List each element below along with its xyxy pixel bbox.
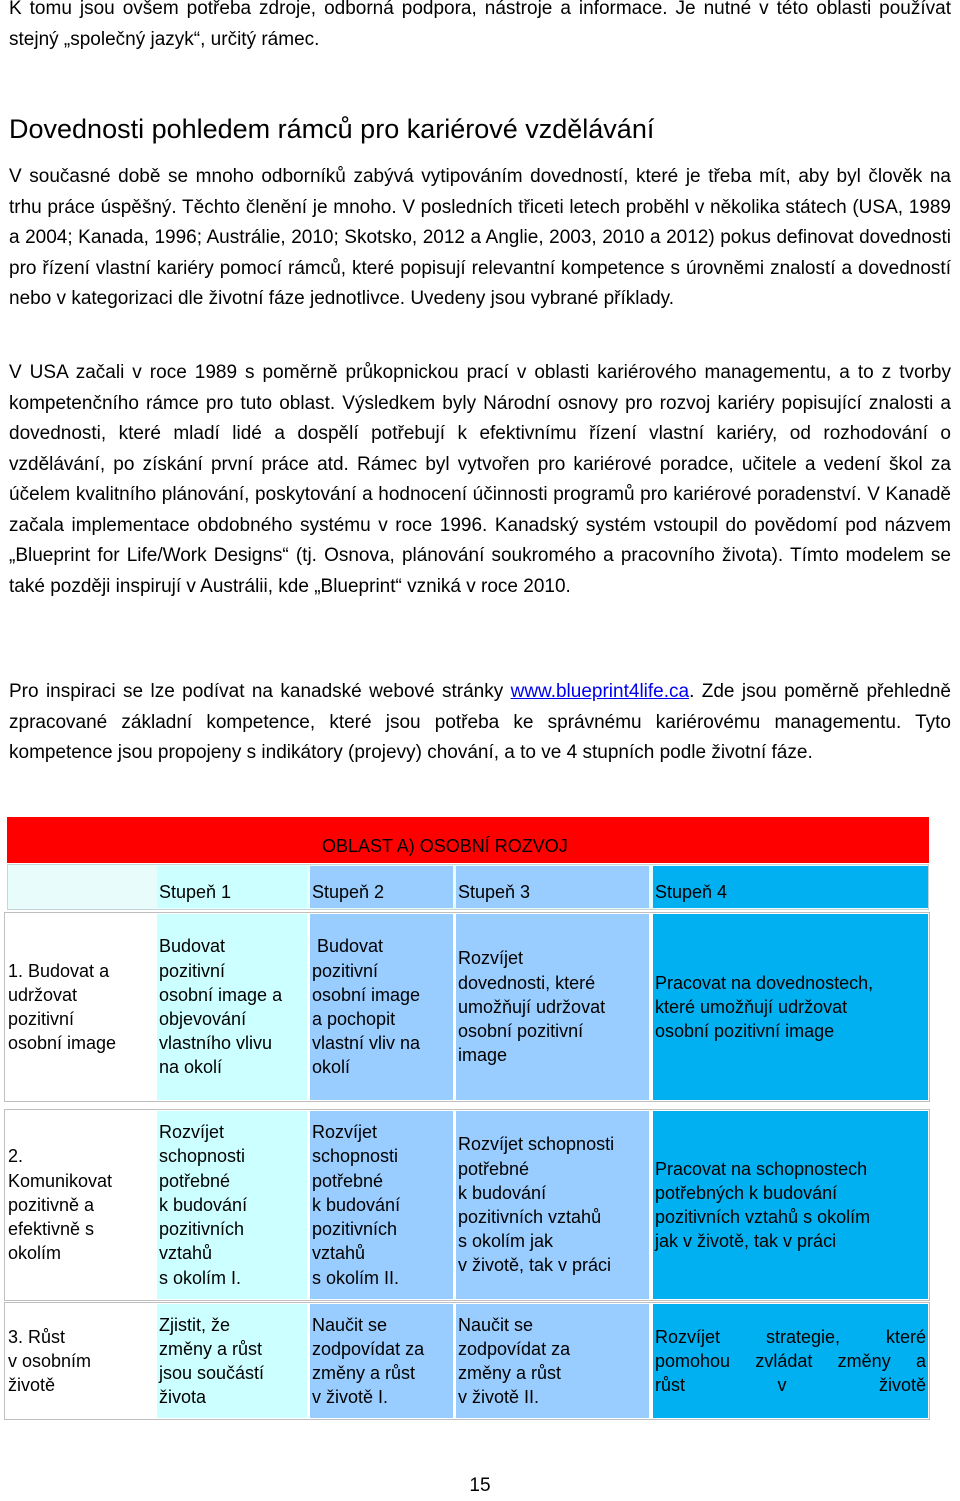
stage-2-header xyxy=(310,866,453,908)
intro-paragraph: K tomu jsou ovšem potřeba zdroje, odborná podpora, nástroje a informace. Je nutné v této oblasti používat stejný „společný jazyk“, určitý rámec. xyxy=(9,0,951,50)
cell-line: Budovat xyxy=(159,936,226,957)
row-3-stage-3 xyxy=(456,1304,649,1418)
paragraph-inspiration xyxy=(9,677,951,769)
cell-line: okolí xyxy=(312,1057,351,1078)
cell-line: na okolí xyxy=(159,1057,223,1078)
cell-line: pozitivní xyxy=(312,960,379,981)
row-1-stage-2 xyxy=(310,914,453,1100)
cell-line: umožňují udržovat xyxy=(458,996,606,1017)
cell-line: života xyxy=(159,1387,207,1408)
cell-line: zodpovídat za xyxy=(312,1338,425,1359)
cell-line: potřebné xyxy=(458,1158,530,1179)
row-2-stage-4 xyxy=(653,1111,928,1299)
cell-line: osobní pozitivní image xyxy=(655,1021,835,1042)
cell-line: pozitivních xyxy=(159,1219,245,1240)
cell-line: které umožňují udržovat xyxy=(655,996,848,1017)
cell-line: 3. Růst xyxy=(8,1326,66,1347)
stage-2-label: Stupeň 2 xyxy=(312,882,385,902)
stage-1-label: Stupeň 1 xyxy=(159,882,232,902)
row-1-stage-1 xyxy=(157,914,307,1100)
paragraph-usa-canada: V USA začali v roce 1989 s poměrně průkopnickou prací v oblasti kariérového managementu, a to z tvorby kompetenčního rámce pro tuto oblast. Výsledkem byly Národní osnovy pro rozvoj kariéry popisující znalosti a dovednosti, které mladí lidé a dospělí potřebují k efektivnímu řízení vlastní kariéry, od rozhodování o vzdělávání, po získání první práce atd. Rámec byl vytvořen pro kariérové poradce, učitele a vedení škol za účelem kvalitního plánování, poskytování a hodnocení účinnosti programů pro kariérové poradenství. V Kanadě začala implementace obdobného systému v roce 1996. Kanadský systém vstoupil do povědomí pod názvem „Blueprint for Life/Work Designs“ (tj. Osnova, plánování soukromého a pracovního života). Tímto modelem se také později inspirují v Austrálii, kde „Blueprint“ vzniká v roce 2010. xyxy=(9,362,951,597)
cell-line: v životě II. xyxy=(458,1387,540,1408)
row-2-label xyxy=(6,1111,155,1299)
row-1-label xyxy=(6,914,155,1100)
cell-line: vztahů xyxy=(312,1243,366,1264)
row-1-stage-3 xyxy=(456,914,649,1100)
cell-line: vlastního vlivu xyxy=(159,1033,273,1054)
cell-line: vlastní vliv na xyxy=(312,1033,421,1054)
cell-line: Naučit se xyxy=(312,1314,388,1335)
cell-line: osobní image a xyxy=(159,984,283,1005)
cell-line: okolím xyxy=(8,1243,62,1264)
cell-line: dovednosti, které xyxy=(458,972,596,993)
cell-line: s okolím jak xyxy=(458,1231,554,1252)
cell-line: potřebné xyxy=(312,1170,384,1191)
blueprint-link[interactable]: www.blueprint4life.ca xyxy=(510,681,690,702)
cell-line: Rozvíjet xyxy=(159,1122,225,1143)
cell-line: s okolím I. xyxy=(159,1267,242,1288)
cell-line: v životě, tak v práci xyxy=(458,1255,612,1276)
cell-line: k budování xyxy=(458,1182,547,1203)
cell-line: pozitivně a xyxy=(8,1194,95,1215)
stage-1-header xyxy=(157,866,307,908)
row-3-stage-4 xyxy=(653,1304,928,1418)
cell-line: pozitivní xyxy=(8,1009,75,1029)
cell-line: zodpovídat za xyxy=(458,1338,571,1359)
cell-line: udržovat xyxy=(8,984,78,1005)
cell-line: Pracovat na schopnostech xyxy=(655,1158,868,1179)
cell-line: Rozvíjet xyxy=(312,1122,378,1143)
cell-line: pozitivních vztahů s okolím xyxy=(655,1207,871,1227)
cell-line: pozitivních vztahů xyxy=(458,1207,602,1227)
paragraph-frameworks: V současné době se mnoho odborníků zabývá vytipováním dovedností, které je třeba mít, aby byl člověk na trhu práce úspěšný. Těchto členění je mnoho. V posledních třiceti letech proběhl v několika státech (USA, 1989 a 2004; Kanada, 1996; Austrálie, 2010; Skotsko, 2012 a Anglie, 2003, 2010 a 2012) pokus definovat dovednosti pro řízení vlastní kariéry pomocí rámců, které popisují relevantní kompetence s úrovněmi znalostí a dovedností nebo v kategorizaci dle životní fáze jednotlivce. Uvedeny jsou vybrané příklady. xyxy=(9,166,951,309)
cell-line: vztahů xyxy=(159,1243,213,1264)
cell-line: schopnosti xyxy=(312,1146,399,1167)
cell-line: osobní pozitivní xyxy=(458,1021,584,1042)
table-title: OBLAST A) OSOBNÍ ROZVOJ xyxy=(322,836,568,856)
row-3-stage-1 xyxy=(157,1304,307,1418)
stage-3-label: Stupeň 3 xyxy=(458,882,531,902)
cell-line: osobní image xyxy=(8,1033,117,1054)
row-2-stage-3 xyxy=(456,1111,649,1299)
cell-line: image xyxy=(458,1045,508,1066)
row-1-stage-4 xyxy=(653,914,928,1100)
cell-line: pozitivních xyxy=(312,1219,398,1240)
cell-line: 2. xyxy=(8,1146,24,1167)
cell-line: změny a růst xyxy=(312,1363,416,1383)
p3-after: . Zde jsou poměrně přehledně zpracované základní kompetence, které jsou potřeba ke správnému kariérovému managementu. Tyto kompetence jsou propojeny s indikátory (projevy) chování, a to ve 4 stupních podle životní fáze. xyxy=(9,681,951,763)
stage-4-header xyxy=(653,866,928,908)
cell-line: Rozvíjet strategie, které xyxy=(655,1326,926,1347)
cell-line: Budovat xyxy=(312,936,384,957)
cell-line: objevování xyxy=(159,1009,247,1029)
cell-line: efektivně s xyxy=(8,1219,95,1240)
cell-line: životě xyxy=(8,1375,56,1396)
stage-3-header xyxy=(456,866,649,908)
row-3-label xyxy=(6,1304,155,1418)
cell-line: schopnosti xyxy=(159,1146,246,1167)
p3-before: Pro inspiraci se lze podívat na kanadské webové stránky xyxy=(9,681,511,702)
cell-line: růst v životě xyxy=(655,1375,926,1396)
section-heading: Dovednosti pohledem rámců pro kariérové vzdělávání xyxy=(9,114,655,144)
cell-line: Rozvíjet xyxy=(458,948,524,969)
row-2-stage-2 xyxy=(310,1111,453,1299)
row-2-stage-1 xyxy=(157,1111,307,1299)
cell-line: 1. Budovat a xyxy=(8,960,110,981)
cell-line: Pracovat na dovednostech, xyxy=(655,972,874,993)
cell-line: s okolím II. xyxy=(312,1267,400,1288)
cell-line: a pochopit xyxy=(312,1009,396,1029)
cell-line: k budování xyxy=(159,1194,248,1215)
cell-line: potřebných k budování xyxy=(655,1182,838,1203)
page-number: 15 xyxy=(469,1475,491,1496)
cell-line: pomohou zvládat změny a xyxy=(655,1350,926,1371)
row-3-stage-2 xyxy=(310,1304,453,1418)
stage-4-label: Stupeň 4 xyxy=(655,882,728,902)
cell-line: v životě I. xyxy=(312,1387,389,1408)
cell-line: změny a růst xyxy=(458,1363,562,1383)
cell-line: pozitivní xyxy=(159,960,226,981)
cell-line: Rozvíjet schopnosti xyxy=(458,1134,615,1155)
cell-line: změny a růst xyxy=(159,1338,263,1359)
cell-line: jak v životě, tak v práci xyxy=(655,1231,837,1252)
cell-line: Zjistit, že xyxy=(159,1314,231,1335)
cell-line: Komunikovat xyxy=(8,1170,113,1191)
cell-line: Naučit se xyxy=(458,1314,534,1335)
cell-line: k budování xyxy=(312,1194,401,1215)
cell-line: jsou součástí xyxy=(159,1363,265,1383)
cell-line: potřebné xyxy=(159,1170,231,1191)
cell-line: osobní image xyxy=(312,984,421,1005)
cell-line: v osobním xyxy=(8,1350,92,1371)
